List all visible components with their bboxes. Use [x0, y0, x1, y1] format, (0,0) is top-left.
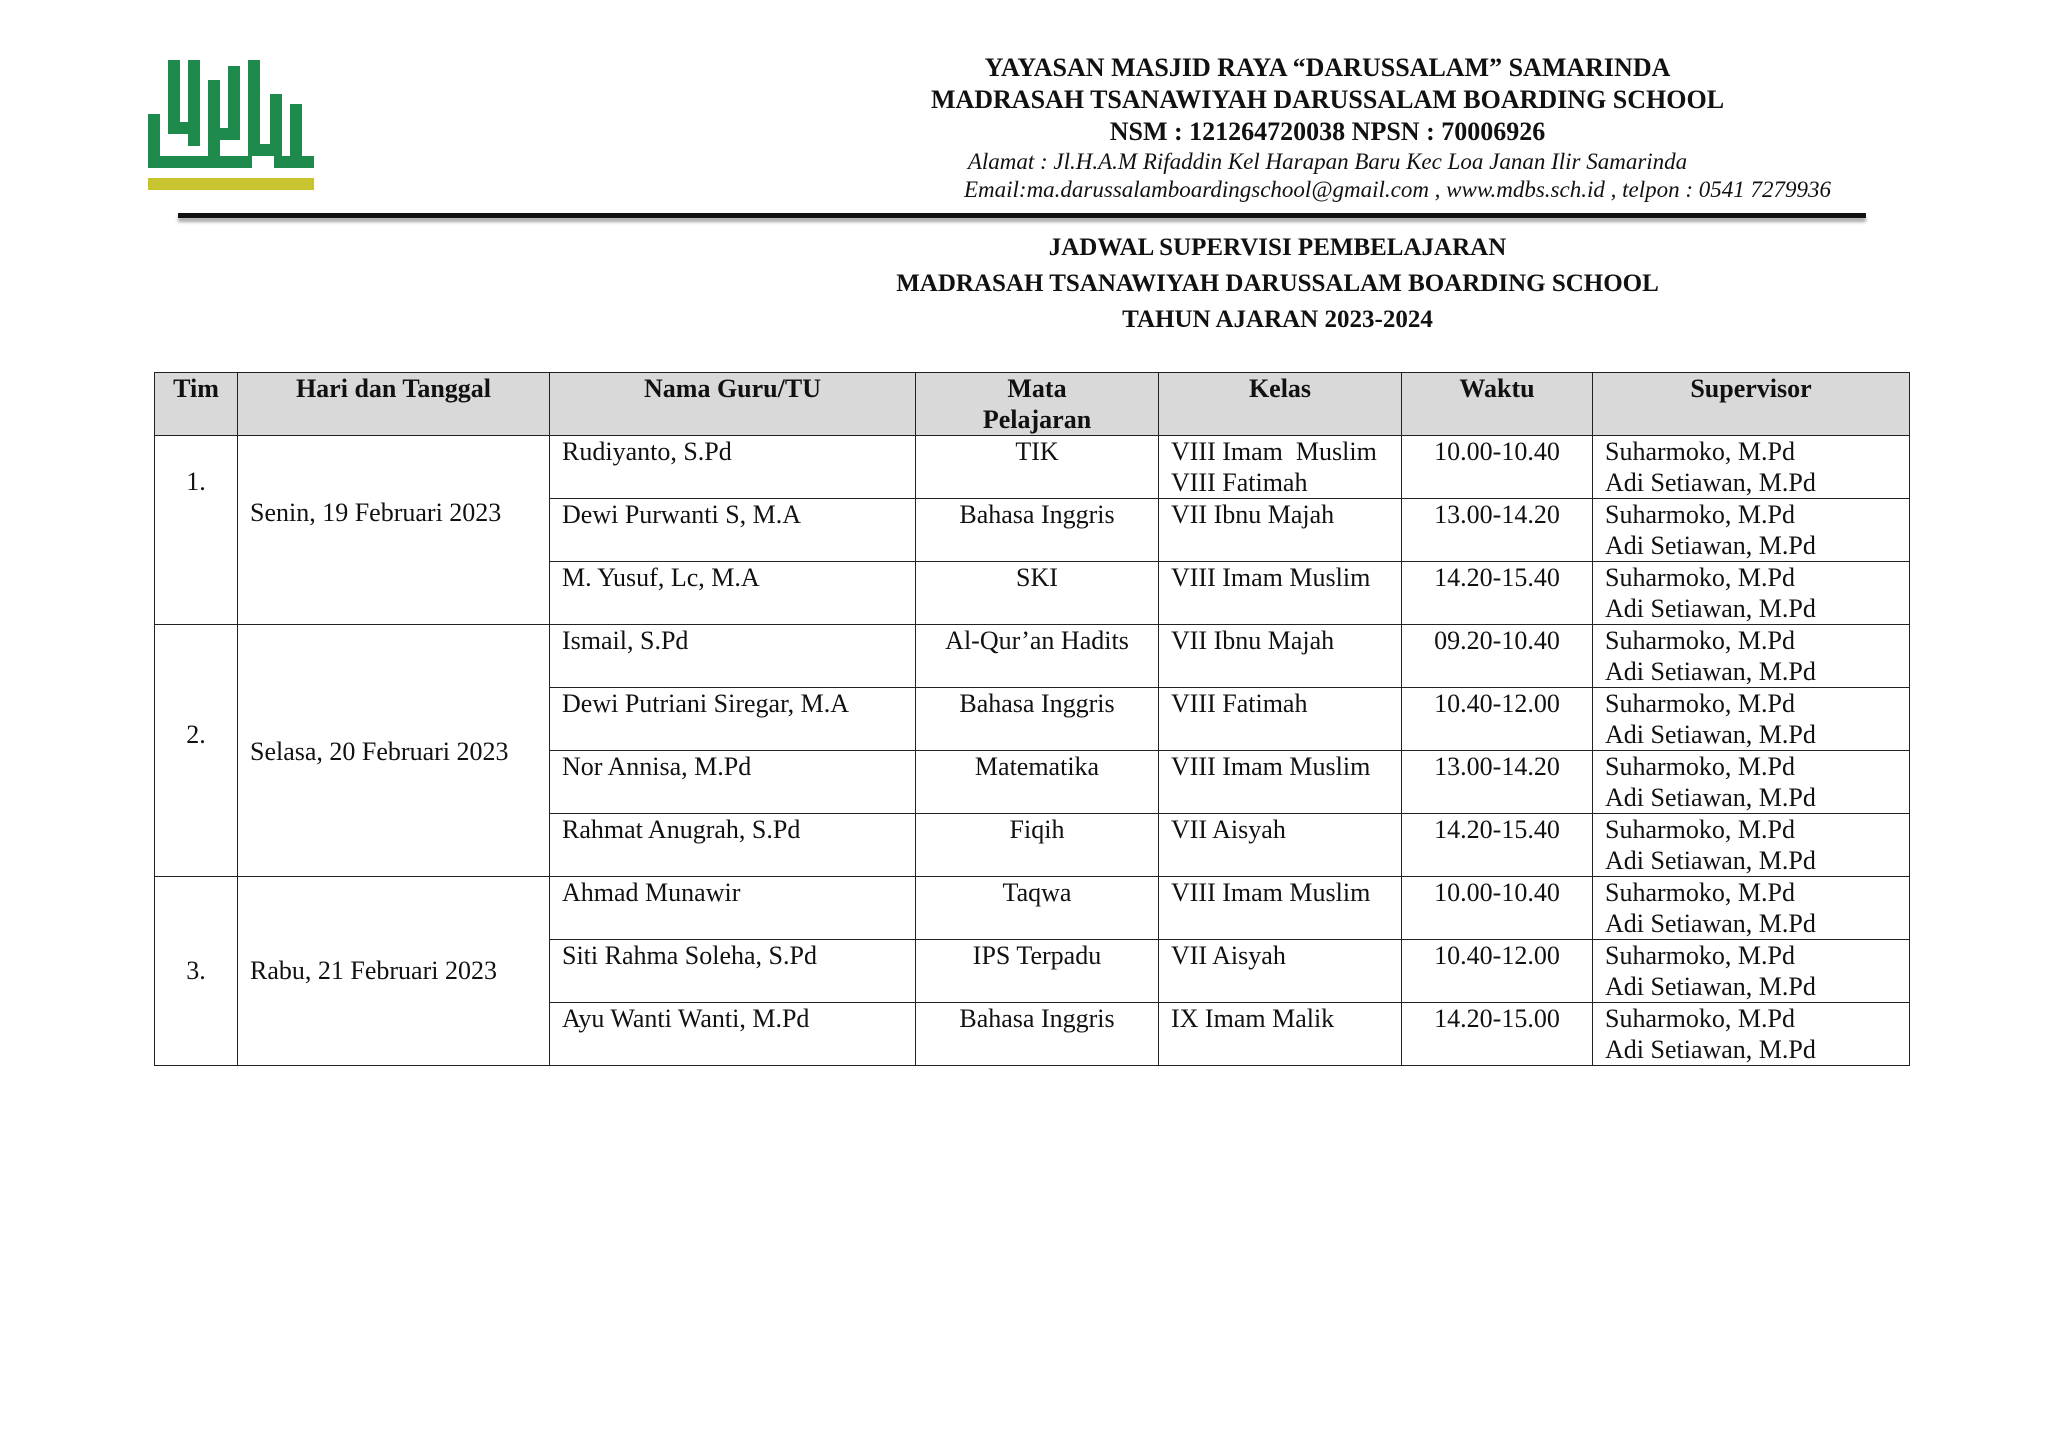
- supervisor-2: Adi Setiawan, M.Pd: [1605, 531, 1816, 560]
- supervisor-1: Suharmoko, M.Pd: [1605, 815, 1795, 844]
- day-date: Rabu, 21 Februari 2023: [238, 877, 550, 1066]
- time: 14.20-15.40: [1402, 814, 1593, 877]
- supervisor-1: Suharmoko, M.Pd: [1605, 500, 1795, 529]
- supervisor-2: Adi Setiawan, M.Pd: [1605, 909, 1816, 938]
- supervisor-1: Suharmoko, M.Pd: [1605, 689, 1795, 718]
- teacher-name: Ismail, S.Pd: [550, 625, 916, 688]
- supervisor-1: Suharmoko, M.Pd: [1605, 563, 1795, 592]
- subject: Matematika: [916, 751, 1159, 814]
- time: 14.20-15.00: [1402, 1003, 1593, 1066]
- table-row: [155, 625, 1910, 688]
- time: 10.00-10.40: [1402, 436, 1593, 499]
- supervisor-2: Adi Setiawan, M.Pd: [1605, 1035, 1816, 1064]
- teacher-name: Ayu Wanti Wanti, M.Pd: [550, 1003, 916, 1066]
- subject: Fiqih: [916, 814, 1159, 877]
- team-number: 1.: [155, 436, 238, 625]
- school-contact: Email:ma.darussalamboardingschool@gmail.com , www.mdbs.sch.id , telpon : 0541 7279936: [963, 177, 1832, 202]
- time: 10.00-10.40: [1402, 877, 1593, 940]
- subject: IPS Terpadu: [916, 940, 1159, 1003]
- subject: Bahasa Inggris: [916, 688, 1159, 751]
- class-line-2: VIII Fatimah: [1171, 468, 1308, 497]
- teacher-name: Siti Rahma Soleha, S.Pd: [550, 940, 916, 1003]
- supervisor-1: Suharmoko, M.Pd: [1605, 941, 1795, 970]
- darussalam-logo-icon: [148, 60, 316, 192]
- class-cell: VIII Imam Muslim: [1159, 562, 1402, 625]
- supervisor-1: Suharmoko, M.Pd: [1605, 437, 1795, 466]
- supervisor-cell: [1593, 940, 1910, 1003]
- school-address: Alamat : Jl.H.A.M Rifaddin Kel Harapan Baru Kec Loa Janan Ilir Samarinda: [967, 149, 1688, 174]
- supervisor-2: Adi Setiawan, M.Pd: [1605, 720, 1816, 749]
- document-title: [555, 230, 2000, 338]
- letterhead-divider: [178, 213, 1866, 218]
- class-cell: VII Aisyah: [1159, 940, 1402, 1003]
- foundation-name: YAYASAN MASJID RAYA “DARUSSALAM” SAMARINDA: [984, 53, 1671, 82]
- subject: Taqwa: [916, 877, 1159, 940]
- subject: SKI: [916, 562, 1159, 625]
- supervisor-2: Adi Setiawan, M.Pd: [1605, 657, 1816, 686]
- class-cell: VIII Fatimah: [1159, 688, 1402, 751]
- team-number: 2.: [155, 625, 238, 877]
- time: 13.00-14.20: [1402, 751, 1593, 814]
- time: 13.00-14.20: [1402, 499, 1593, 562]
- subject: TIK: [916, 436, 1159, 499]
- supervisor-2: Adi Setiawan, M.Pd: [1605, 468, 1816, 497]
- class-cell: VII Aisyah: [1159, 814, 1402, 877]
- table-row: [155, 436, 1910, 499]
- supervisor-cell: [1593, 562, 1910, 625]
- class-cell: VII Ibnu Majah: [1159, 625, 1402, 688]
- time: 10.40-12.00: [1402, 688, 1593, 751]
- teacher-name: Rudiyanto, S.Pd: [550, 436, 916, 499]
- class-cell: IX Imam Malik: [1159, 1003, 1402, 1066]
- class-cell: [1159, 436, 1402, 499]
- table-header-row: [155, 373, 1910, 436]
- supervisor-cell: [1593, 877, 1910, 940]
- teacher-name: Nor Annisa, M.Pd: [550, 751, 916, 814]
- time: 10.40-12.00: [1402, 940, 1593, 1003]
- header-kelas: Kelas: [1159, 373, 1402, 436]
- time: 14.20-15.40: [1402, 562, 1593, 625]
- supervision-schedule-table: [154, 372, 1910, 1066]
- title-line-1: JADWAL SUPERVISI PEMBELAJARAN: [1048, 234, 1507, 261]
- class-cell: VII Ibnu Majah: [1159, 499, 1402, 562]
- header-mata-pelajaran: [916, 373, 1159, 436]
- header-mapel-line-1: Mata: [1007, 374, 1067, 403]
- supervisor-cell: [1593, 688, 1910, 751]
- supervisor-cell: [1593, 814, 1910, 877]
- supervisor-2: Adi Setiawan, M.Pd: [1605, 594, 1816, 623]
- supervisor-1: Suharmoko, M.Pd: [1605, 752, 1795, 781]
- supervisor-cell: [1593, 1003, 1910, 1066]
- class-line-1: VIII Imam Muslim: [1171, 437, 1377, 466]
- class-cell: VIII Imam Muslim: [1159, 877, 1402, 940]
- subject: Bahasa Inggris: [916, 1003, 1159, 1066]
- supervisor-2: Adi Setiawan, M.Pd: [1605, 972, 1816, 1001]
- day-date: Senin, 19 Februari 2023: [238, 436, 550, 625]
- subject: Bahasa Inggris: [916, 499, 1159, 562]
- supervisor-cell: [1593, 436, 1910, 499]
- class-cell: VIII Imam Muslim: [1159, 751, 1402, 814]
- supervisor-1: Suharmoko, M.Pd: [1605, 1004, 1795, 1033]
- school-name: MADRASAH TSANAWIYAH DARUSSALAM BOARDING SCHOOL: [930, 85, 1725, 114]
- subject: Al-Qur’an Hadits: [916, 625, 1159, 688]
- teacher-name: Ahmad Munawir: [550, 877, 916, 940]
- header-supervisor: Supervisor: [1593, 373, 1910, 436]
- supervisor-2: Adi Setiawan, M.Pd: [1605, 846, 1816, 875]
- supervisor-2: Adi Setiawan, M.Pd: [1605, 783, 1816, 812]
- table-row: [155, 877, 1910, 940]
- supervisor-1: Suharmoko, M.Pd: [1605, 878, 1795, 907]
- header-waktu: Waktu: [1402, 373, 1593, 436]
- supervisor-cell: [1593, 625, 1910, 688]
- school-ids: NSM : 121264720038 NPSN : 70006926: [1109, 117, 1546, 146]
- header-tim: Tim: [155, 373, 238, 436]
- supervisor-cell: [1593, 499, 1910, 562]
- title-line-3: TAHUN AJARAN 2023-2024: [1122, 306, 1433, 333]
- teacher-name: M. Yusuf, Lc, M.A: [550, 562, 916, 625]
- teacher-name: Rahmat Anugrah, S.Pd: [550, 814, 916, 877]
- day-date: Selasa, 20 Februari 2023: [238, 625, 550, 877]
- supervisor-cell: [1593, 751, 1910, 814]
- team-number: 3.: [155, 877, 238, 1066]
- teacher-name: Dewi Purwanti S, M.A: [550, 499, 916, 562]
- letterhead: [540, 52, 2048, 204]
- supervisor-1: Suharmoko, M.Pd: [1605, 626, 1795, 655]
- teacher-name: Dewi Putriani Siregar, M.A: [550, 688, 916, 751]
- header-nama-guru: Nama Guru/TU: [550, 373, 916, 436]
- header-mapel-line-2: Pelajaran: [982, 405, 1092, 434]
- time: 09.20-10.40: [1402, 625, 1593, 688]
- header-hari-tanggal: Hari dan Tanggal: [238, 373, 550, 436]
- title-line-2: MADRASAH TSANAWIYAH DARUSSALAM BOARDING SCHOOL: [896, 270, 1659, 297]
